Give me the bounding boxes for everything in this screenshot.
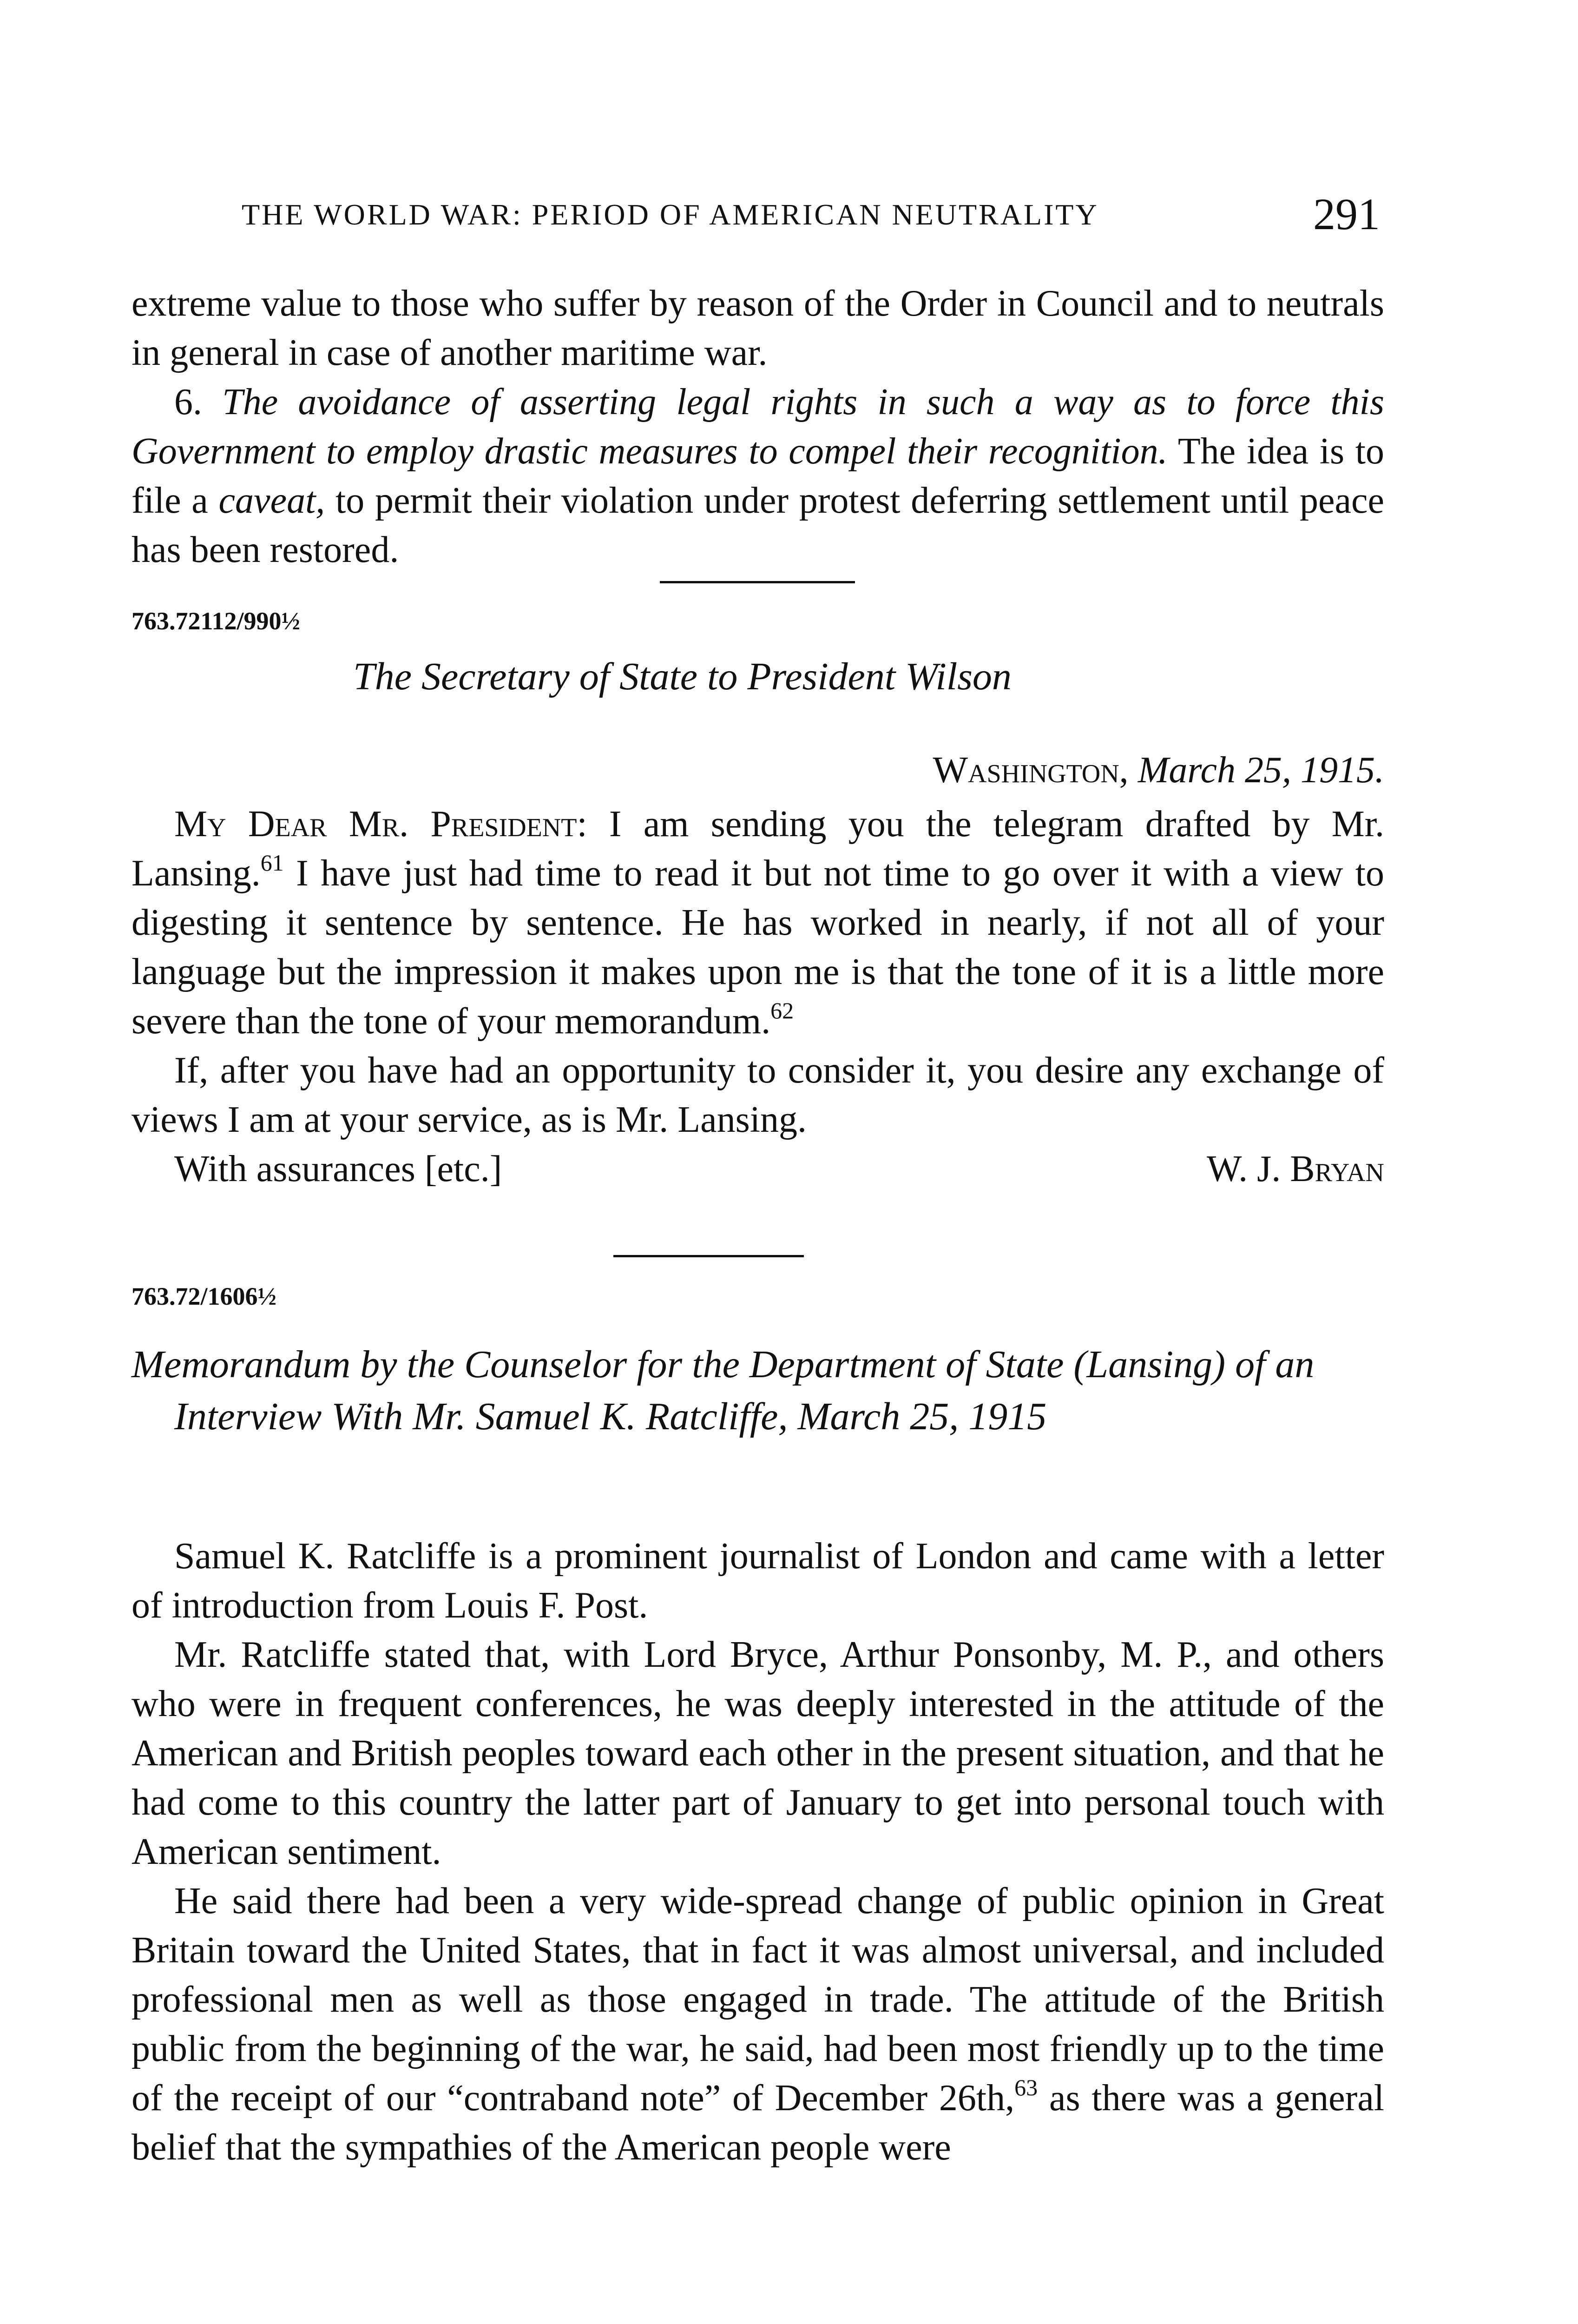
letter-paragraph-1: [132, 799, 1384, 1046]
intro-section: [132, 279, 1384, 574]
closing-line: [132, 1144, 1384, 1194]
letter-body: [132, 799, 1384, 1194]
dateline-place: Washington,: [933, 750, 1129, 791]
file-number-1: 763.72112/990½: [132, 607, 301, 635]
memo-text-a: He said there had been a very wide-spread change of public opinion in Great Britain toward the United States, that in fact it was almost universal, and included professional men as well as those engaged in trade. The attitude of the British public from the beginning of the war, he said, had been most friendly up to the time of the receipt of our “contraband note” of December 26th,: [132, 1881, 1384, 2119]
memo-text-b: as there was a general belief that the sympathies of the American people were: [132, 2078, 1385, 2168]
intro-paragraph-2: [132, 377, 1384, 574]
salutation: My Dear Mr. President:: [174, 804, 587, 845]
dateline: [933, 749, 1384, 792]
footnote-ref-61[interactable]: 61: [260, 850, 284, 876]
item-text-b: to permit their violation under protest deferring settlement until peace has been restored.: [132, 480, 1385, 570]
caveat-word: caveat,: [218, 480, 325, 521]
file-number-2: 763.72/1606½: [132, 1282, 277, 1310]
footnote-ref-63[interactable]: 63: [1014, 2074, 1038, 2100]
signature: W. J. Bryan: [1206, 1149, 1384, 1189]
item-text-a: The idea is to file a: [132, 431, 1384, 521]
page-number: 291: [1313, 189, 1380, 239]
memorandum-body: [132, 1532, 1384, 2172]
item-italic-text: The avoidance of asserting legal rights in such a way as to force this Government to employ drastic measures to compel their recognition.: [132, 382, 1385, 472]
running-header: [242, 188, 1380, 249]
section-divider-2: [613, 1255, 804, 1257]
intro-paragraph-1: extreme value to those who suffer by reason of the Order in Council and to neutrals in general in case of another maritime war.: [132, 283, 1384, 373]
letter-paragraph-2: If, after you have had an opportunity to consider it, you desire any exchange of views I am at your service, as is Mr. Lansing.: [132, 1050, 1384, 1140]
memo-paragraph-3: [132, 1876, 1384, 2172]
section-divider: [660, 581, 855, 583]
closing: With assurances [etc.]: [174, 1149, 502, 1189]
doc2-heading: Memorandum by the Counselor for the Department of State (Lansing) of an Interview With Mr. Samuel K. Ratcliffe, March 25, 1915: [132, 1343, 1315, 1438]
item-number: 6.: [174, 382, 202, 423]
footnote-ref-62[interactable]: 62: [770, 997, 794, 1023]
letter-text-b: I have just had time to read it but not time to go over it with a view to digesting it sentence by sentence. He has worked in nearly, if not all of your language but the impression it makes upon me is that the tone of it is a little more severe than the tone of your memorandum.: [132, 853, 1385, 1042]
doc1-heading: The Secretary of State to President Wilson: [353, 655, 1012, 698]
letter-text-a: I am sending you the telegram drafted by Mr. Lansing.: [132, 804, 1385, 894]
memo-paragraph-2: Mr. Ratcliffe stated that, with Lord Bryce, Arthur Ponsonby, M. P., and others who were in frequent conferences, he was deeply interested in the attitude of the American and British peoples toward each other in the present situation, and that he had come to this country the latter part of January to get into personal touch with American sentiment.: [132, 1634, 1384, 1872]
running-title: THE WORLD WAR: PERIOD OF AMERICAN NEUTRALITY: [242, 198, 1099, 231]
dateline-date: March 25, 1915.: [1137, 750, 1384, 791]
memo-paragraph-1: Samuel K. Ratcliffe is a prominent journalist of London and came with a letter of introduction from Louis F. Post.: [132, 1536, 1384, 1626]
